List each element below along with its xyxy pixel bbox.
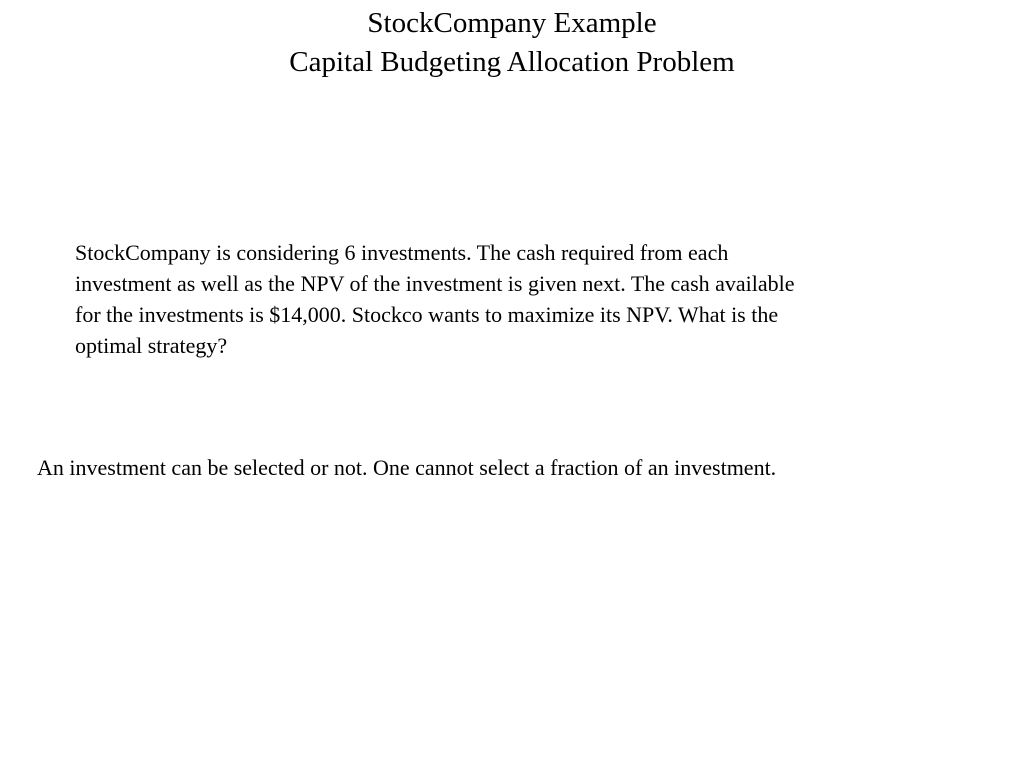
problem-statement-line: StockCompany is considering 6 investments. The cash required from each: [75, 240, 729, 265]
constraint-note: An investment can be selected or not. One cannot select a fraction of an investment.: [37, 455, 777, 480]
problem-statement-line: optimal strategy?: [75, 333, 228, 358]
slide-title-line-2: Capital Budgeting Allocation Problem: [289, 46, 735, 78]
problem-statement-line: investment as well as the NPV of the investment is given next. The cash available: [75, 271, 795, 296]
problem-statement-line: for the investments is $14,000. Stockco wants to maximize its NPV. What is the: [75, 302, 779, 327]
slide-title: [0, 4, 1024, 82]
problem-statement: [75, 237, 945, 361]
slide-title-line-1: StockCompany Example: [367, 7, 657, 39]
